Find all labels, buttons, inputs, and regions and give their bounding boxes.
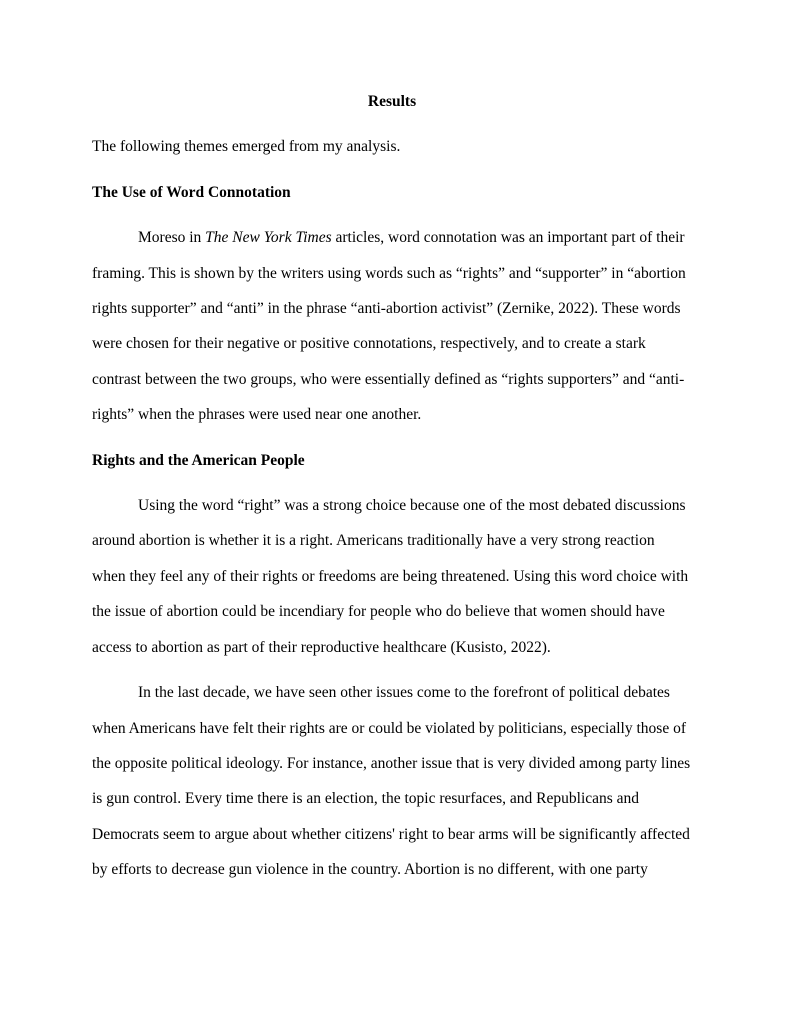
- paragraph-text-before-italic: Moreso in: [138, 229, 206, 247]
- body-paragraph-right-word-choice: Using the word “right” was a strong choice because one of the most debated discussions around abortion is whether it is a right. Americans traditionally have a very strong reaction when they feel any of their rights or freedoms are being threatened. Using this word choice with the issue of abortion could be incendiary for people who do believe that women should have access to abortion as part of their reproductive healthcare (Kusisto, 2022).: [92, 497, 689, 656]
- section-heading-rights-american-people: Rights and the American People: [92, 451, 305, 469]
- page-title: Results: [367, 93, 417, 110]
- body-paragraph-word-connotation: [92, 220, 692, 432]
- paragraph-text-after-italic: articles, word connotation was an important part of their framing. This is shown by the writers using words such as “rights” and “supporter” in “abortion rights supporter” and “anti” in the phrase “anti-abortion activist” (Zernike, 2022). These words were chosen for their negative or positive connotations, respectively, and to create a stark contrast between the two groups, who were essentially defined as “rights supporters” and “anti-rights” when the phrases were used near one another.: [92, 229, 686, 424]
- intro-paragraph: The following themes emerged from my analysis.: [92, 138, 401, 156]
- body-paragraph-political-debates: In the last decade, we have seen other issues come to the forefront of political debates when Americans have felt their rights are or could be violated by politicians, especially those of the opposite political ideology. For instance, another issue that is very divided among party lines is gun control. Every time there is an election, the topic resurfaces, and Republicans and Democrats seem to argue about whether citizens' right to bear arms will be significantly affected by efforts to decrease gun violence in the country. Abortion is no different, with one party: [92, 684, 691, 879]
- publication-title-italic: The New York Times: [205, 229, 332, 247]
- section-heading-word-connotation: The Use of Word Connotation: [92, 183, 291, 201]
